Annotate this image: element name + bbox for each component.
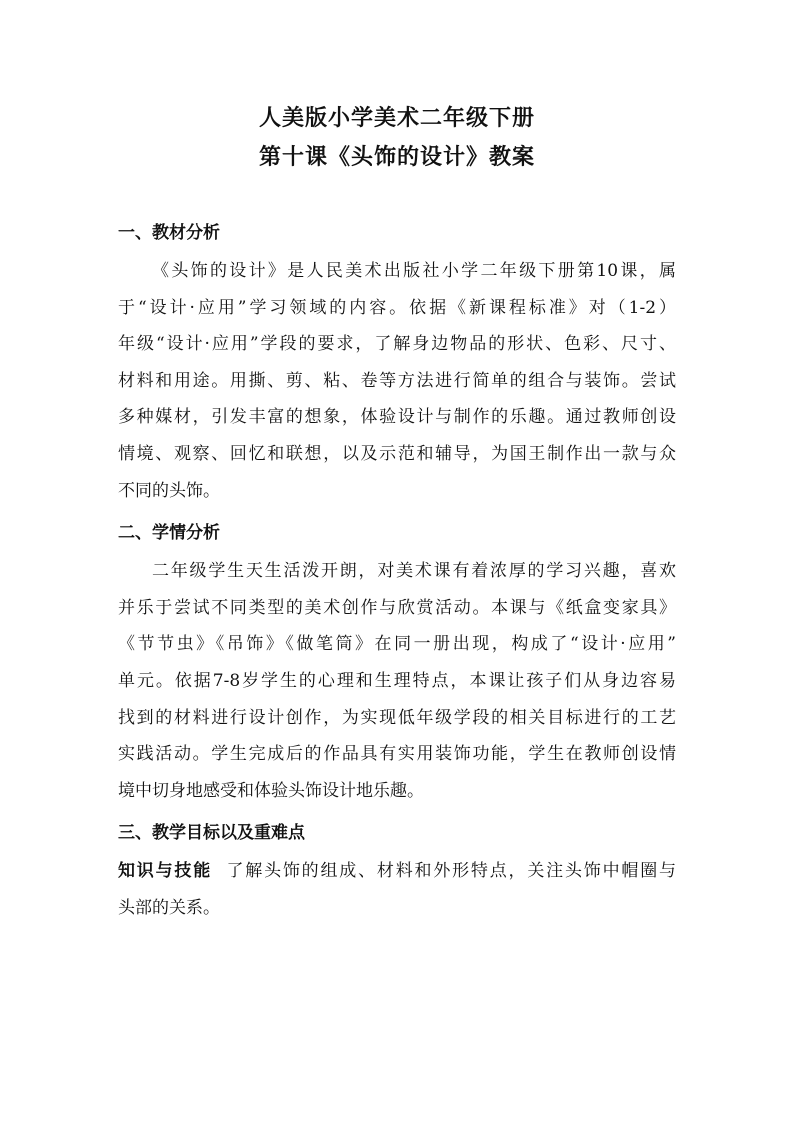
document-title-line2: 第十课《头饰的设计》教案 (258, 144, 535, 170)
title-block (118, 100, 676, 175)
body-line: 于“设计·应用”学习领域的内容。依据《新课程标准》对（1-2） (118, 297, 676, 318)
body-line: 《头饰的设计》是人民美术出版社小学二年级下册第10课，属 (152, 261, 676, 281)
body-line: 《节节虫》《吊饰》《做笔筒》在同一册出现，构成了“设计·应用” (118, 634, 676, 655)
body-line: 并乐于尝试不同类型的美术创作与欣赏活动。本课与《纸盒变家具》 (118, 597, 676, 618)
body-line: 情境、观察、回忆和联想，以及示范和辅导，为国王制作出一款与众 (118, 443, 676, 464)
body-line: 不同的头饰。 (118, 480, 220, 501)
knowledge-skills-label: 知识与技能 (118, 861, 213, 882)
document-title-line1: 人美版小学美术二年级下册 (258, 105, 535, 131)
knowledge-skills-line: 头部的关系。 (118, 897, 220, 918)
body-line: 找到的材料进行设计创作，为实现低年级学段的相关目标进行的工艺 (118, 707, 676, 728)
knowledge-skills-text: 了解头饰的组成、材料和外形特点，关注头饰中帽圈与 (226, 861, 676, 882)
knowledge-skills-block (118, 853, 676, 926)
body-line: 材料和用途。用撕、剪、粘、卷等方法进行简单的组合与装饰。尝试 (118, 370, 676, 391)
knowledge-skills-line (118, 853, 676, 890)
body-line: 实践活动。学生完成后的作品具有实用装饰功能，学生在教师创设情 (118, 744, 676, 765)
section-body-textbook-analysis (118, 253, 676, 509)
section-body-student-analysis (118, 553, 676, 809)
section-heading-student-analysis: 二、学情分析 (118, 523, 220, 544)
body-line: 二年级学生天生活泼开朗，对美术课有着浓厚的学习兴趣，喜欢 (152, 561, 676, 582)
body-line: 年级“设计·应用”学段的要求，了解身边物品的形状、色彩、尺寸、 (118, 334, 676, 355)
body-line: 境中切身地感受和体验头饰设计地乐趣。 (118, 780, 424, 801)
body-line: 单元。依据7-8岁学生的心理和生理特点，本课让孩子们从身边容易 (118, 670, 676, 691)
section-heading-teaching-goals: 三、教学目标以及重难点 (118, 823, 305, 844)
section-heading-textbook-analysis: 一、教材分析 (118, 223, 220, 243)
body-line: 多种媒材，引发丰富的想象，体验设计与制作的乐趣。通过教师创设 (118, 407, 676, 428)
